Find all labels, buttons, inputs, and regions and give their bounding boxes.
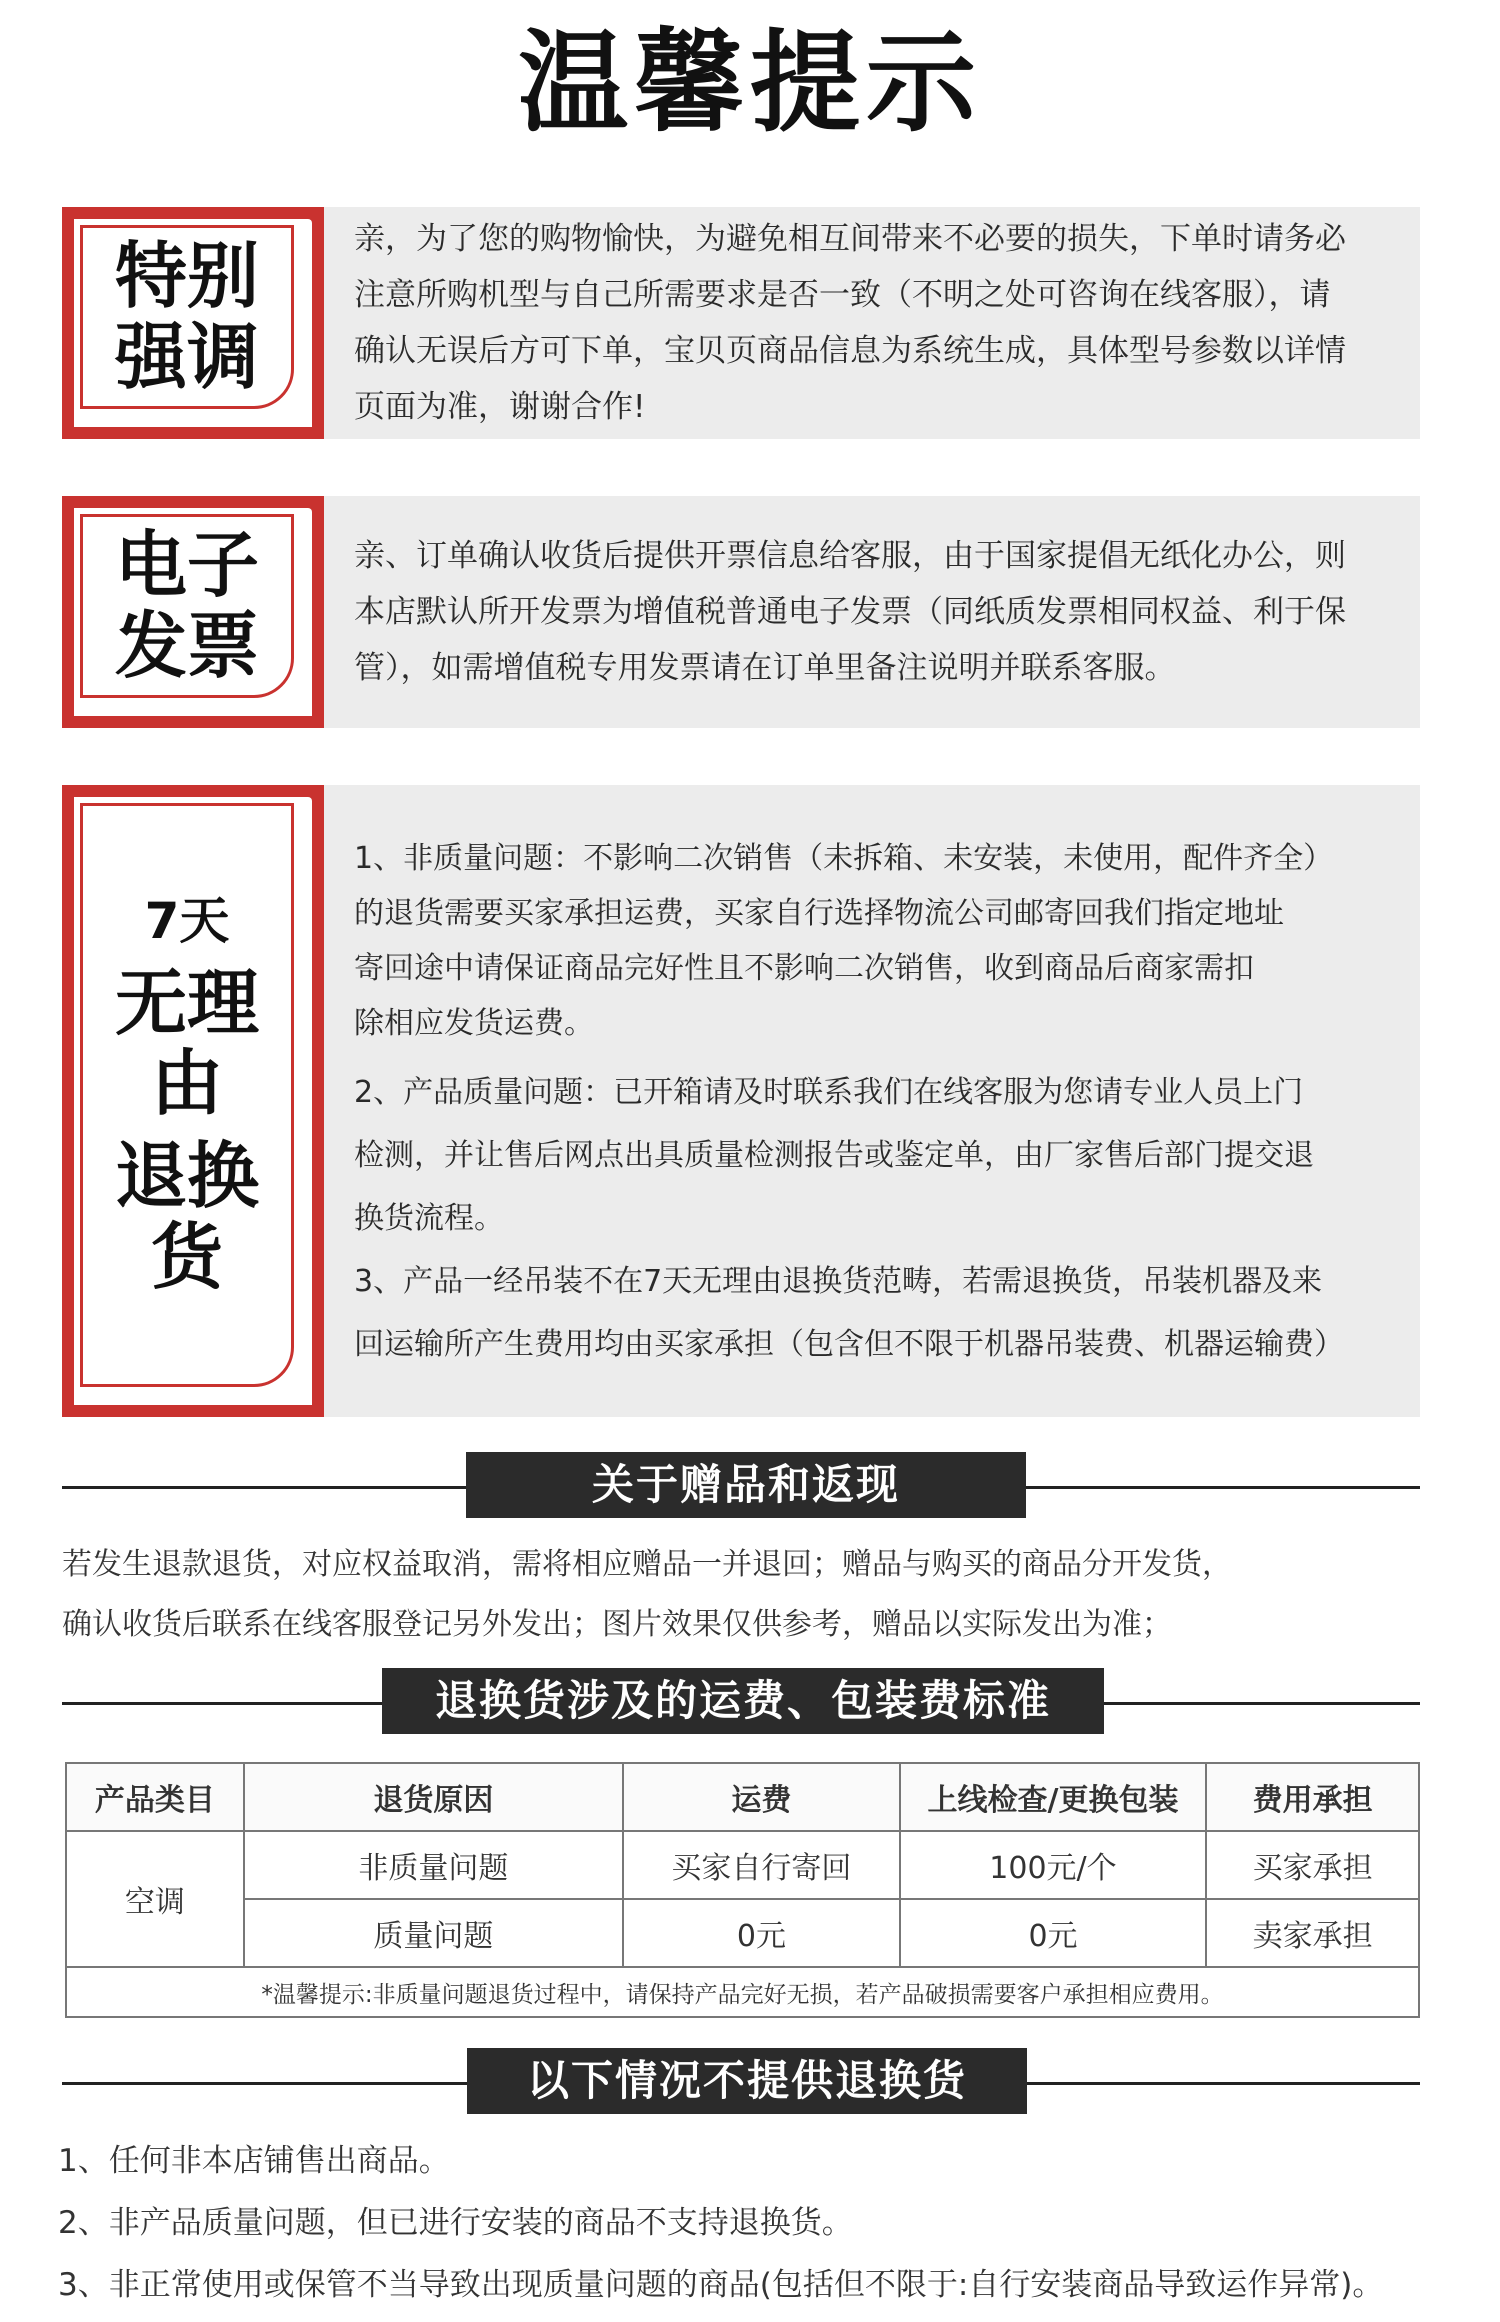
table-cell: 非质量问题 xyxy=(244,1831,623,1899)
table-note-row xyxy=(66,1967,1419,2017)
table-header-cell: 费用承担 xyxy=(1206,1763,1419,1831)
notice-e-invoice xyxy=(62,496,1420,728)
table-row xyxy=(66,1899,1419,1967)
page-title: 温馨提示 xyxy=(518,19,982,147)
table-header-cell: 产品类目 xyxy=(66,1763,244,1831)
section-heading-no-return: 以下情况不提供退换货 xyxy=(62,2048,1420,2118)
category-cell: 空调 xyxy=(66,1831,244,1967)
table-cell: 买家承担 xyxy=(1206,1831,1419,1899)
table-header-cell: 运费 xyxy=(623,1763,900,1831)
notice-body: 亲，为了您的购物愉快，为避免相互间带来不必要的损失，下单时请务必 注意所购机型与自己所需要求是否一致（不明之处可咨询在线客服），请 确认无误后方可下单，宝贝页商品信息为系统生成，具体型号参数以详情 页面为准，谢谢合作! xyxy=(354,221,1346,425)
notice-label-box xyxy=(62,207,324,439)
table-cell: 0元 xyxy=(623,1899,900,1967)
notice-body: 1、非质量问题：不影响二次销售（未拆箱、未安装，未使用，配件齐全） 的退货需要买家承担运费，买家自行选择物流公司邮寄回我们指定地址 寄回途中请保证商品完好性且不影响二次销售，收到商品后商家需扣 除相应发货运费。 2、产品质量问题：已开箱请及时联系我们在线客服为您请专业人员上门 检测，并让售后网点出具质量检测报告或鉴定单，由厂家售后部门提交退 换货流程。 3、产品一经吊装不在7天无理由退换货范畴，若需退换货，吊装机器及来 回运输所产生费用均由买家承担（包含但不限于机器吊装费、机器运输费） xyxy=(354,840,1344,1362)
notice-label: 7天 无理由 退换货 xyxy=(114,891,259,1299)
table-cell: 卖家承担 xyxy=(1206,1899,1419,1967)
section-heading-fee: 退换货涉及的运费、包装费标准 xyxy=(62,1668,1420,1738)
table-row xyxy=(66,1831,1419,1899)
list-item: 2、非产品质量问题，但已进行安装的商品不支持退换货。 xyxy=(58,2205,853,2241)
table-header-row xyxy=(66,1763,1419,1831)
table-cell: 0元 xyxy=(900,1899,1207,1967)
section-heading-gift: 关于赠品和返现 xyxy=(62,1452,1420,1522)
table-cell: 买家自行寄回 xyxy=(623,1831,900,1899)
notice-7day-return xyxy=(62,785,1420,1417)
notice-label: 特别 强调 xyxy=(114,234,259,399)
notice-body: 亲、订单确认收货后提供开票信息给客服，由于国家提倡无纸化办公，则 本店默认所开发票为增值税普通电子发票（同纸质发票相同权益、利于保 管），如需增值税专用发票请在订单里备注说明并联系客服。 xyxy=(354,538,1346,686)
list-item: 3、非正常使用或保管不当导致出现质量问题的商品(包括但不限于:自行安装商品导致运作异常)。 xyxy=(58,2267,1384,2303)
table-header-cell: 上线检查/更换包装 xyxy=(900,1763,1207,1831)
gift-paragraph: 若发生退款退货，对应权益取消，需将相应赠品一并退回；赠品与购买的商品分开发货， 确认收货后联系在线客服登记另外发出；图片效果仅供参考，赠品以实际发出为准； xyxy=(62,1547,1232,1642)
notice-label-box xyxy=(62,785,324,1417)
notice-label-box xyxy=(62,496,324,728)
table-cell: 质量问题 xyxy=(244,1899,623,1967)
fee-table xyxy=(65,1762,1420,2018)
table-cell: 100元/个 xyxy=(900,1831,1207,1899)
notice-special-emphasis xyxy=(62,207,1420,439)
table-note: *温馨提示:非质量问题退货过程中，请保持产品完好无损，若产品破损需要客户承担相应费用。 xyxy=(66,1967,1419,2017)
table-header-cell: 退货原因 xyxy=(244,1763,623,1831)
list-item: 1、任何非本店铺售出商品。 xyxy=(58,2143,450,2179)
no-return-list xyxy=(58,2130,1478,2316)
notice-label: 电子 发票 xyxy=(114,523,259,688)
